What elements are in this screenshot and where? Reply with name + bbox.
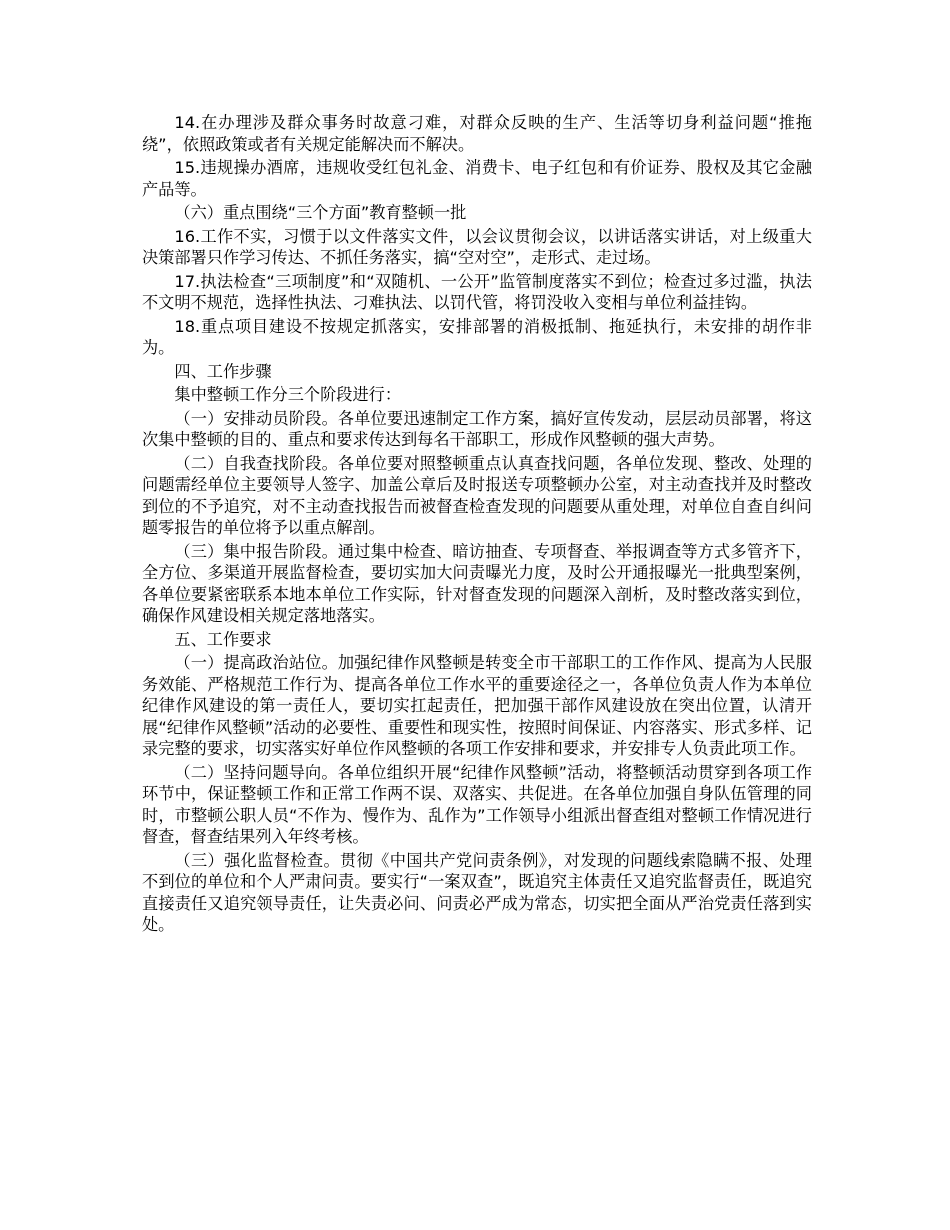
paragraph-item-15: 15.违规操办酒席，违规收受红包礼金、消费卡、电子红包和有价证券、股权及其它金融产品等。: [142, 158, 812, 199]
section-heading-6: （六）重点围绕“三个方面”教育整顿一批: [174, 203, 467, 222]
paragraph-requirement-1: （一）提高政治站位。加强纪律作风整顿是转变全市干部职工的工作作风、提高为人民服务效能、严格规范工作行为、提高各单位工作水平的重要途径之一，各单位负责人作为本单位纪律作风建设的第一责任人，要切实扛起责任，把加强干部作风建设放在突出位置，认清开展“纪律作风整顿”活动的必要性、重要性和现实性，按照时间保证、内容落实、形式多样、记录完整的要求，切实落实好单位作风整顿的各项工作安排和要求，并安排专人负责此项工作。: [142, 653, 812, 758]
paragraph-item-17: 17.执法检查“三项制度”和“双随机、一公开”监管制度落实不到位；检查过多过滥，执法不文明不规范，选择性执法、刁难执法、以罚代管，将罚没收入变相与单位利益挂钩。: [142, 271, 812, 312]
section-heading-work-requirements: 五、工作要求: [174, 629, 272, 649]
paragraph-item-18: 18.重点项目建设不按规定抓落实，安排部署的消极抵制、拖延执行，未安排的胡作非为。: [142, 316, 812, 357]
paragraph-three-stages: 集中整顿工作分三个阶段进行：: [174, 385, 402, 404]
paragraph-requirement-2: （二）坚持问题导向。各单位组织开展“纪律作风整顿”活动，将整顿活动贯穿到各项工作环节中，保证整顿工作和正常工作两不误、双落实、共促进。在各单位加强自身队伍管理的同时，市整顿公职人员“不作为、慢作为、乱作为”工作领导小组派出督查组对整顿工作情况进行督查，督查结果列入年终考核。: [142, 762, 812, 846]
paragraph-stage-1: （一）安排动员阶段。各单位要迅速制定工作方案，搞好宣传发动，层层动员部署，将这次集中整顿的目的、重点和要求传达到每名干部职工，形成作风整顿的强大声势。: [142, 408, 812, 449]
document-body: [142, 112, 812, 938]
paragraph-item-16: 16.工作不实，习惯于以文件落实文件，以会议贯彻会议，以讲话落实讲话，对上级重大决策部署只作学习传达、不抓任务落实，搞“空对空”，走形式、走过场。: [142, 226, 812, 267]
paragraph-stage-2: （二）自我查找阶段。各单位要对照整顿重点认真查找问题，各单位发现、整改、处理的问题需经单位主要领导人签字、加盖公章后及时报送专项整顿办公室，对主动查找并及时整改到位的不予追究，对不主动查找报告而被督查检查发现的问题要从重处理，对单位自查自纠问题零报告的单位将予以重点解剖。: [142, 453, 812, 537]
section-heading-work-steps: 四、工作步骤: [174, 361, 272, 381]
paragraph-requirement-3: （三）强化监督检查。贯彻《中国共产党问责条例》，对发现的问题线索隐瞒不报、处理不到位的单位和个人严肃问责。要实行“一案双查”，既追究主体责任又追究监督责任，既追究直接责任又追究领导责任，让失责必问、问责必严成为常态，切实把全面从严治党责任落到实处。: [142, 850, 812, 934]
paragraph-stage-3: （三）集中报告阶段。通过集中检查、暗访抽查、专项督查、举报调查等方式多管齐下，全方位、多渠道开展监督检查，要切实加大问责曝光力度，及时公开通报曝光一批典型案例，各单位要紧密联系本地本单位工作实际，针对督查发现的问题深入剖析，及时整改落实到位，确保作风建设相关规定落地落实。: [142, 541, 812, 625]
paragraph-item-14: 14.在办理涉及群众事务时故意刁难，对群众反映的生产、生活等切身利益问题“推拖绕”，依照政策或者有关规定能解决而不解决。: [142, 113, 812, 154]
